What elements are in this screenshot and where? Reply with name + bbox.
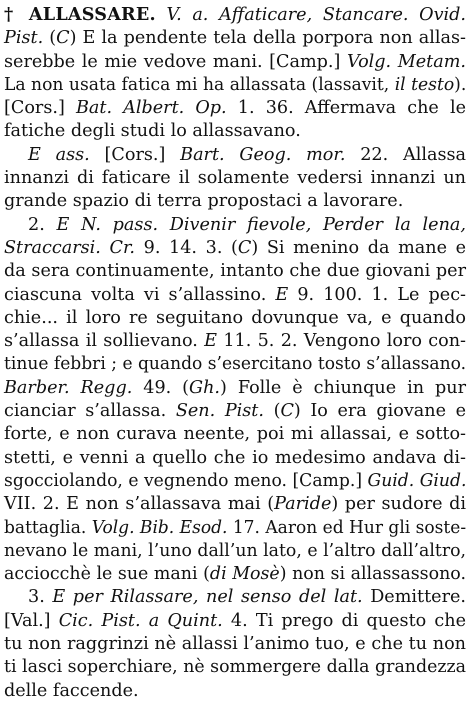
citation-text: Affaticare, Stancare. Ovid. [219, 5, 467, 25]
entry-line [4, 633, 466, 656]
citation-text: di Mosè [209, 564, 280, 585]
body-text: VII. 2. E non s’allassava mai ( [4, 494, 275, 515]
headword: ALLASSARE. [28, 4, 156, 25]
body-text: 9. 14. 3. ( [135, 237, 238, 258]
entry-line [4, 237, 466, 260]
citation-text: Volg. Bib. Esod. [91, 517, 228, 538]
body-text: ciascuna volta vi s’allassino. [4, 284, 276, 305]
entry-line [4, 563, 466, 586]
body-text: ) per sudore di [331, 494, 466, 515]
body-text: ) E la pendente tela della porpora non allas- [69, 28, 466, 49]
body-text: battaglia. [4, 517, 92, 538]
citation-text: Volg. Metam. [346, 51, 466, 72]
body-text: stetti, e venni a quello che io medesimo andava di- [4, 447, 466, 468]
citation-text: Guid. Giud. [367, 470, 467, 491]
entry-line [4, 120, 466, 143]
body-text: ) Folle è chiunque in pur [220, 377, 466, 398]
entry-line [4, 167, 466, 190]
body-text: acciocchè le sue mani ( [4, 564, 210, 585]
body-text: serebbe le mie vedove mani. [Camp.] [4, 51, 347, 72]
citation-text: C [56, 28, 70, 49]
body-text: 9. 100. 1. Le pec- [288, 284, 466, 305]
body-text: 49. ( [132, 377, 190, 398]
citation-text: Gh. [189, 377, 221, 398]
body-text: ti lasci soperchiare, nè sommergere dalla grandezza [4, 657, 467, 678]
body-text: 2. [28, 214, 57, 235]
body-text: [Cors.] [4, 98, 76, 119]
body-text: s’allassa il sollievano. [4, 331, 205, 352]
dictionary-page [4, 3, 467, 701]
citation-text: il testo [394, 74, 455, 95]
body-text: ) non si allassassono. [279, 564, 466, 585]
entry-line [4, 51, 466, 74]
citation-text: C [237, 237, 252, 258]
citation-text: Bart. Geog. mor. [180, 144, 346, 165]
entry-line [4, 307, 466, 330]
citation-text: E [275, 284, 289, 305]
citation-text: Paride [274, 494, 332, 515]
body-text: tu non raggrinzi nè allassi l’animo tuo, e che tu non [4, 634, 466, 655]
entry-line [4, 190, 466, 213]
entry-line [4, 447, 466, 470]
entry-line [4, 214, 466, 237]
entry-line [4, 144, 466, 167]
body-text: tinue febbri ; e quando s’esercitano tosto s’allassano. [4, 354, 466, 375]
citation-text: Sen. Pist. [175, 401, 264, 422]
entry-line [4, 97, 466, 120]
entry-line [4, 540, 466, 563]
body-text: sgocciolando, e vegnendo meno. [Camp.] [4, 470, 368, 491]
body-text: fatiche degli studi lo allassavano. [4, 121, 301, 142]
citation-text: Pist. [4, 28, 44, 49]
body-text: grande spazio di terra propostaci a lavorare. [4, 191, 404, 212]
body-text: nevano le mani, l’uno dall’un lato, e l’altro dall’altro, [4, 540, 466, 561]
dictionary-entry-allassare [4, 3, 466, 703]
body-text: 1. 36. Affermava che le [226, 98, 467, 119]
entry-line [4, 517, 466, 540]
body-text: chie... il loro re seguitano dovunque va, e quando [4, 307, 466, 328]
entry-line [4, 3, 466, 27]
entry-line [4, 353, 466, 376]
citation-text: Bat. Albert. Op. [75, 98, 227, 119]
body-text: La non usata fatica mi ha allassata (lassavit, [4, 74, 395, 95]
dagger-mark: † [4, 4, 19, 25]
body-text: 17. Aaron ed Hur gli soste- [227, 517, 467, 538]
entry-line [4, 27, 466, 50]
citation-text: E N. pass. Divenir fievole, Perder la lena, [56, 214, 466, 235]
entry-line [4, 423, 466, 446]
body-text: [Cors.] [89, 144, 181, 165]
entry-line [4, 610, 466, 633]
body-text: da sera continuamente, intanto che due giovani per [4, 261, 466, 282]
entry-line [4, 284, 466, 307]
entry-line [4, 400, 466, 423]
citation-text: E per Rilassare, nel senso del lat. [52, 587, 363, 608]
body-text: cianciar s’allassa. [4, 401, 176, 422]
entry-line [4, 586, 466, 609]
body-text: 11. 5. 2. Vengono loro con- [217, 331, 466, 352]
body-text: 4. Ti prego di questo che [222, 610, 466, 631]
citation-text: E ass. [28, 144, 90, 165]
entry-line [4, 493, 466, 516]
entry-line [4, 377, 466, 400]
citation-text: Cic. Pist. a Quint. [58, 610, 223, 631]
citation-text: Barber. Regg. [4, 377, 133, 398]
body-text: delle faccende. [4, 680, 139, 701]
body-text: Demittere. [362, 587, 466, 608]
citation-text: C [280, 401, 294, 422]
citation-text: Straccarsi. Cr. [4, 237, 136, 258]
entry-line [4, 74, 466, 97]
body-text: [Val.] [4, 610, 59, 631]
entry-line [4, 260, 466, 283]
body-text: ( [263, 401, 281, 422]
entry-line [4, 656, 466, 679]
body-text: 22. Allassa [345, 144, 466, 165]
body-text: ( [43, 28, 57, 49]
entry-line [4, 330, 466, 353]
body-text: ) Io era giovane e [293, 401, 467, 422]
entry-line [4, 470, 466, 493]
citation-text: V. a. [166, 5, 220, 25]
body-text: forte, e non curava neente, poi mi allassai, e sotto- [4, 424, 466, 445]
body-text: ) Si menino da mane e [251, 237, 466, 258]
body-text: innanzi di faticare il solamente vedersi innanzi un [4, 168, 466, 189]
body-text: ). [454, 74, 467, 95]
body-text: 3. [28, 587, 53, 608]
entry-line [4, 680, 466, 703]
citation-text: E [204, 331, 217, 352]
